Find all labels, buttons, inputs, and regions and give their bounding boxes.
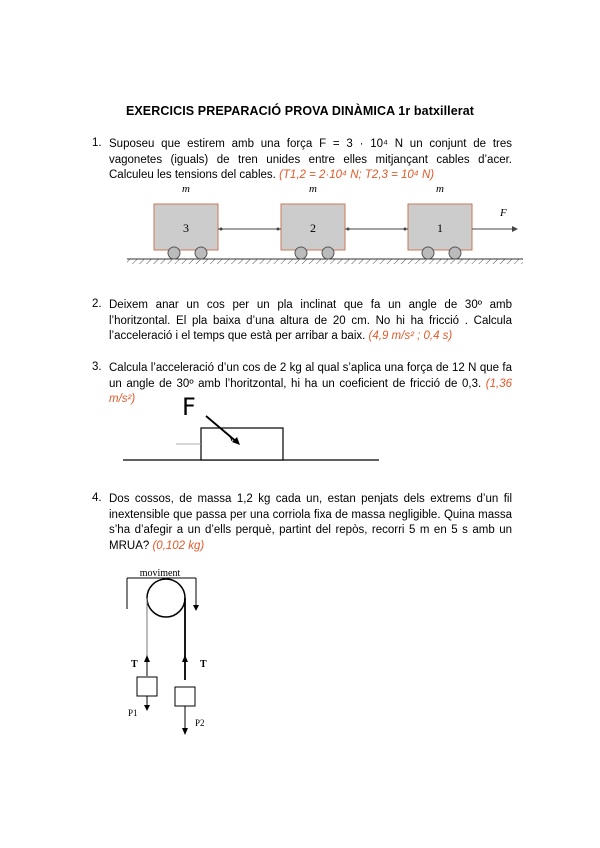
force-arrowhead [512,226,518,232]
tension-left-arrow [144,655,150,662]
exercise-1-answer: (T1,2 = 2·10⁴ N; T2,3 = 10⁴ N) [279,169,435,181]
exercise-4-answer: (0,102 kg) [152,539,205,552]
page-title: EXERCICIS PREPARACIÓ PROVA DINÀMICA 1r batxillerat [125,104,475,118]
motion-label: moviment [139,568,181,579]
wagon-1-mass-label: m [436,183,444,195]
ground-hatch [127,259,523,264]
exercise-3-answer: (1,36 m/s²) [109,377,512,405]
wagon-2 [281,183,345,259]
wagon-3-label: 3 [183,221,189,235]
wagon-2-label: 2 [310,221,316,235]
wagon-1 [408,183,472,259]
figure-wagons [127,183,523,264]
exercise-1-text: Suposeu que estirem amb una força F = 3 · 10⁴ N un conjunt de tres vagonetes (iguals) de tren unides entre elles mitjançant cables d’acer. Calculeu les tensions del cables. [109,138,512,181]
exercise-1-number: 1. [92,137,102,149]
force-label-fig1: F [500,207,507,219]
tension-right-arrow [182,655,188,662]
exercise-4-text: Dos cossos, de massa 1,2 kg cada un, estan penjats dels extrems d’un fil inextensible que passa per una corriola fixa de massa negligible. Quina massa s’ha d’afegir a un d’ells perquè, partint del repòs, recorri 5 m en 5 s amb un MRUA? [109,493,512,552]
exercise-2-answer: (4,9 m/s² ; 0,4 s) [368,330,453,342]
weight-left-label: P1 [128,708,138,718]
exercise-2-text: Deixem anar un cos per un pla inclinat que fa un angle de 30º amb l’horitzontal. El pla baixa d’una altura de 20 cm. No hi ha fricció . Calcula l’acceleració i el temps que està per arribar a baix. [109,299,512,342]
tension-left-label: T [131,659,138,670]
mass-left [137,677,157,696]
exercise-4-number: 4. [92,492,102,504]
force-label-fig3: F [182,393,196,421]
weight-right-arrow [182,728,188,735]
figure-pulley [127,568,207,735]
weight-right-label: P2 [195,718,205,728]
weight-left-arrow [144,705,150,711]
exercise-3-number: 3. [92,361,102,373]
exercise-3-text: Calcula l’acceleració d’un cos de 2 kg al qual s’aplica una força de 12 N que fa un angle de 30º amb l’horitzontal, hi ha un coeficient de fricció de 0,3. [109,362,512,390]
wagon-3-mass-label: m [182,183,190,195]
motion-arrowhead [193,605,199,611]
wagon-3 [154,183,218,259]
wagon-1-label: 1 [437,221,443,235]
block [201,428,283,460]
tension-right-label: T [200,659,207,670]
pulley-wheel [147,579,185,617]
figure-block [123,393,379,460]
wagon-2-mass-label: m [309,183,317,195]
mass-right [175,687,195,706]
exercise-2-number: 2. [92,298,102,310]
